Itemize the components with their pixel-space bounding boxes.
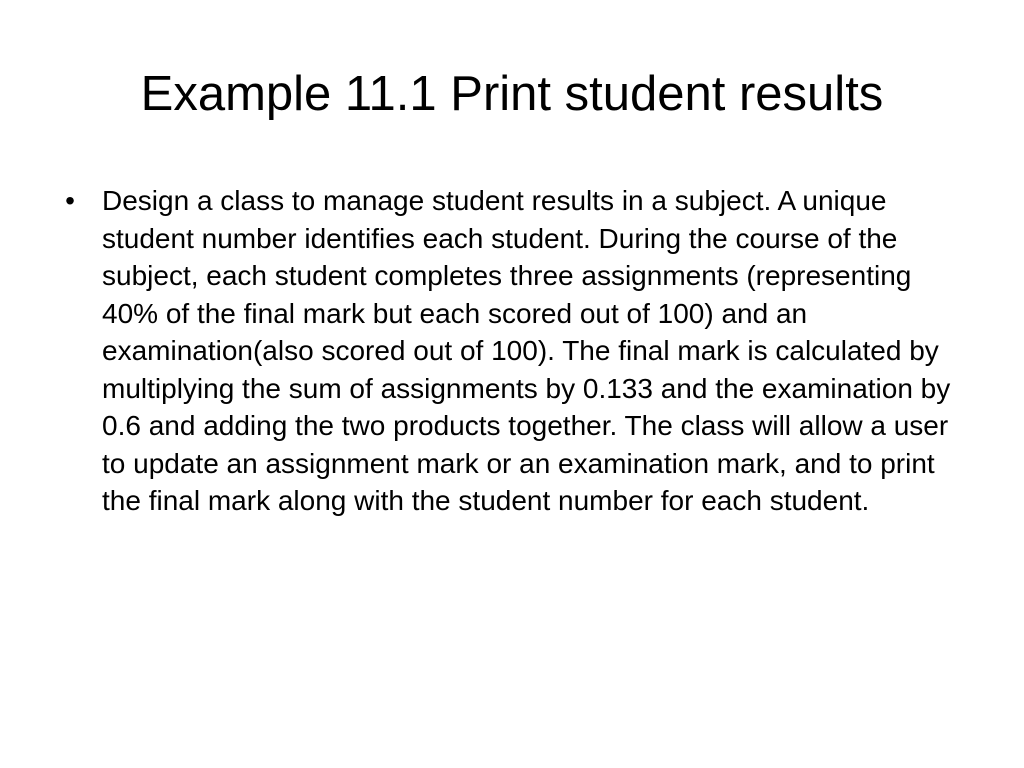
bullet-icon: • [65, 185, 75, 216]
bullet-list [60, 182, 970, 520]
bullet-text: Design a class to manage student results in a subject. A unique student number identifies each student. During the course of the subject, each student completes three assignments (representing 40% of the final mark but each scored out of 100) and an examination(also scored out of 100). The final mark is calculated by multiplying the sum of assignments by 0.133 and the examination by 0.6 and adding the two products together. The class will allow a user to update an assignment mark or an examination mark, and to print the final mark along with the student number for each student. [102, 185, 951, 516]
bullet-item [60, 182, 970, 520]
slide-title: Example 11.1 Print student results [140, 67, 884, 121]
